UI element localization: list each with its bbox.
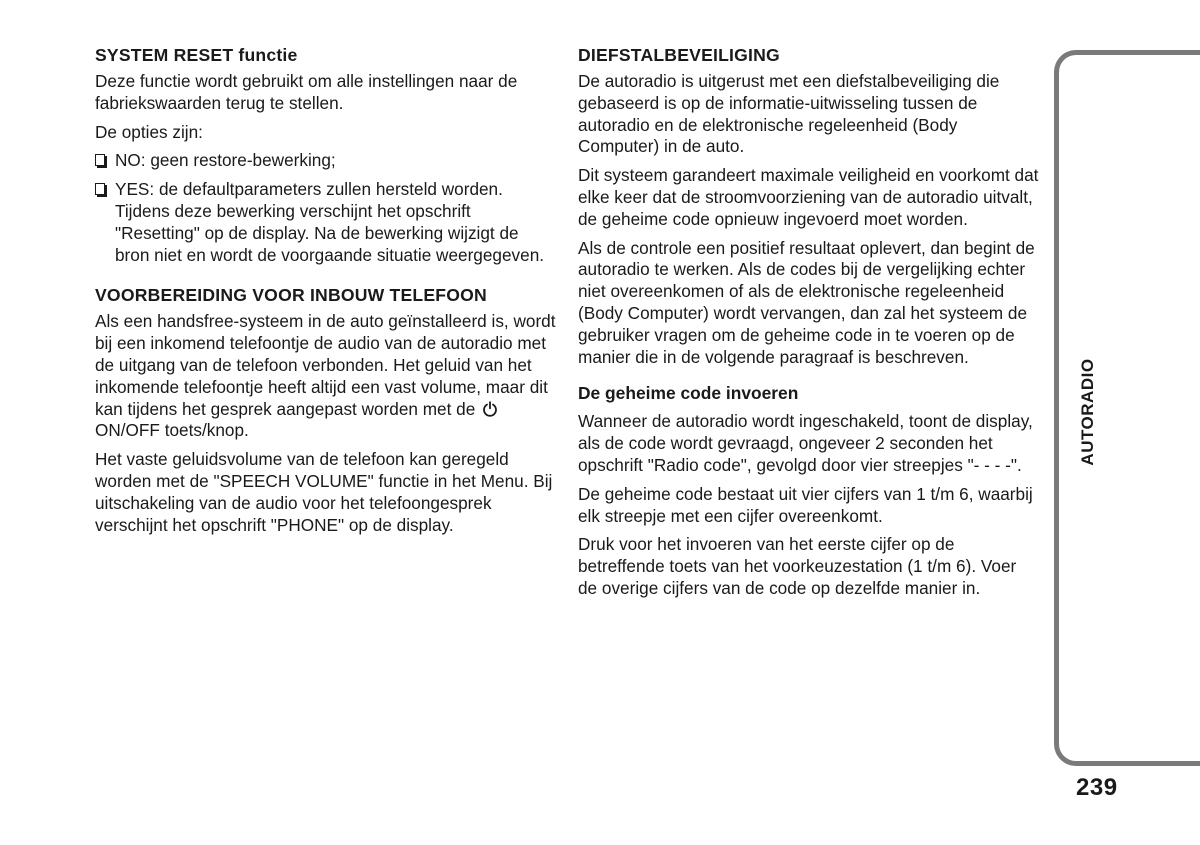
phone-setup-text-before-icon: Als een handsfree-systeem in de auto geïnstalleerd is, wordt bij een inkomend telefoontje de audio van de autoradio met de uitgang van de telefoon verbonden. Het geluid van het inkomende telefoontje heeft altijd een vast volume, maar dit kan tijdens het gesprek aangepast worden met de bbox=[95, 311, 556, 419]
system-reset-heading bbox=[95, 44, 557, 66]
enter-code-heading: De geheime code invoeren bbox=[578, 383, 799, 404]
enter-code-paragraph: Wanneer de autoradio wordt ingeschakeld, toont de display, als de code wordt gevraagd, ongeveer 2 seconden het opschrift "Radio code", gevolgd door vier streepjes "- - - -". bbox=[578, 411, 1033, 475]
system-reset-heading-rest: functie bbox=[233, 45, 298, 65]
enter-code-paragraph: Druk voor het invoeren van het eerste cijfer op de betreffende toets van het voorkeuzestation (1 t/m 6). Voer de overige cijfers van de code op dezelfde manier in. bbox=[578, 534, 1017, 598]
section-tab-label: AUTORADIO bbox=[1078, 358, 1097, 466]
section-tab bbox=[1054, 50, 1200, 766]
checkbox-bullet-icon bbox=[95, 154, 105, 166]
options-label: De opties zijn: bbox=[95, 121, 203, 142]
left-column bbox=[95, 44, 557, 543]
checkbox-bullet-icon bbox=[95, 183, 105, 195]
bullet-text: YES: de defaultparameters zullen hersteld worden. Tijdens deze bewerking verschijnt het opschrift "Resetting" op de display. Na de bewerking wijzigt de bron niet en wordt de voorgaande situatie weergegeven. bbox=[115, 179, 545, 265]
phone-setup-paragraph-1 bbox=[95, 311, 557, 442]
anti-theft-paragraph: De autoradio is uitgerust met een diefstalbeveiliging die gebaseerd is op de informatie-uitwisseling tussen de autoradio en de elektronische regeleenheid (Body Computer) in de auto. bbox=[578, 71, 1000, 157]
enter-code-paragraph: De geheime code bestaat uit vier cijfers van 1 t/m 6, waarbij elk streepje met een cijfer overeenkomt. bbox=[578, 483, 1033, 526]
system-reset-heading-bold: SYSTEM RESET bbox=[95, 45, 234, 65]
page-number: 239 bbox=[1076, 774, 1118, 801]
phone-setup-text-after-icon: ON/OFF toets/knop. bbox=[95, 420, 249, 441]
bullet-text: NO: geen restore-bewerking; bbox=[115, 150, 336, 171]
anti-theft-paragraph: Als de controle een positief resultaat oplevert, dan begint de autoradio te werken. Als de codes bij de vergelijking echter niet overeenkomen of als de elektronische regeleenheid (Body Computer) wordt vervangen, dan zal het systeem de gebruiker vragen om de geheime code in te voeren op de manier die in de volgende paragraaf is beschreven. bbox=[578, 237, 1035, 367]
anti-theft-paragraph: Dit systeem garandeert maximale veiligheid en voorkomt dat elke keer dat de stroomvoorziening van de autoradio uitvalt, de geheime code opnieuw ingevoerd moet worden. bbox=[578, 165, 1039, 229]
right-column bbox=[578, 44, 1040, 607]
bullet-item bbox=[95, 179, 557, 266]
phone-setup-heading: VOORBEREIDING VOOR INBOUW TELEFOON bbox=[95, 285, 487, 306]
power-icon bbox=[482, 401, 498, 417]
bullet-item bbox=[95, 150, 557, 172]
phone-setup-paragraph-2: Het vaste geluidsvolume van de telefoon kan geregeld worden met de "SPEECH VOLUME" functie in het Menu. Bij uitschakeling van de audio voor het telefoongesprek verschijnt het opschrift "PHONE" op de display. bbox=[95, 449, 553, 535]
system-reset-intro: Deze functie wordt gebruikt om alle instellingen naar de fabriekswaarden terug te stellen. bbox=[95, 71, 518, 113]
anti-theft-heading: DIEFSTALBEVEILIGING bbox=[578, 45, 780, 65]
